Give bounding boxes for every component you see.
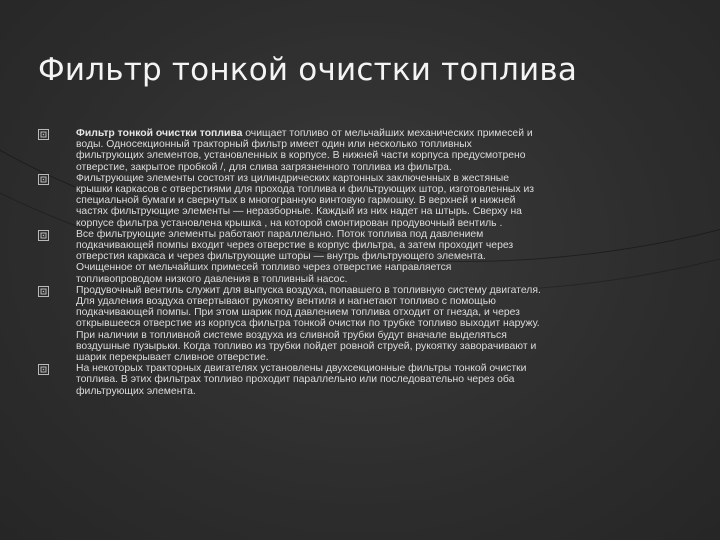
bullet-item <box>38 229 700 285</box>
paragraph-line: При наличии в топливной системе воздуха из сливной трубки будут вначале выделяться <box>76 329 507 341</box>
paragraph-line: специальной бумаги и свернутых в многогранную винтовую гармошку. В верхней и нижней <box>76 195 516 207</box>
square-target-bullet-icon <box>38 286 50 298</box>
paragraph-line: корпусе фильтра установлена крышка , на которой смонтирован продувочный вентиль . <box>76 217 503 229</box>
paragraph-line: Для удаления воздуха отвертывают рукоятку вентиля и нагнетают топливо с помощью <box>76 296 496 308</box>
square-target-bullet-icon <box>38 174 50 186</box>
paragraph-line: топлива. В этих фильтрах топливо проходит параллельно или последовательно через оба <box>76 374 515 386</box>
paragraph-line: подкачивающей помпы. При этом шарик под давлением топлива отходит от гнезда, и через <box>76 307 520 319</box>
square-target-bullet-icon <box>38 364 50 376</box>
bullet-paragraph <box>76 285 700 363</box>
paragraph-line: подкачивающей помпы входит через отверстие в корпус фильтра, а затем проходит через <box>76 240 514 252</box>
bullet-item <box>38 173 700 229</box>
paragraph-line: очищает топливо от мельчайших механических примесей и <box>242 128 533 139</box>
bullet-paragraph <box>76 229 700 285</box>
paragraph-line: воздушные пузырьки. Когда топливо из трубки пойдет ровной струей, рукоятку заворачивают и <box>76 340 537 352</box>
paragraph-lead: Фильтр тонкой очистки топлива <box>76 128 243 139</box>
paragraph-line: открывшееся отверстие из корпуса фильтра тонкой очистки по трубке топливо выходит наружу. <box>76 318 540 330</box>
paragraph-line: фильтрующих элементов, установленных в корпусе. В нижней части корпуса предусмотрено <box>76 150 526 162</box>
bullet-paragraph <box>76 363 700 397</box>
bullet-paragraph <box>76 173 700 229</box>
paragraph-line: Фильтрующие элементы состоят из цилиндрических картонных заключенных в жестяные <box>76 172 510 184</box>
paragraph-line: отверстия каркаса и через фильтрующие шторы — внутрь фильтрующего элемента. <box>76 251 486 263</box>
paragraph-line: фильтрующих элемента. <box>76 385 196 397</box>
square-target-bullet-icon <box>38 230 50 242</box>
paragraph-line: Очищенное от мельчайших примесей топливо через отверстие направляется <box>76 262 452 274</box>
paragraph-line: воды. Односекционный тракторный фильтр имеет один или несколько топливных <box>76 139 472 151</box>
bullet-item <box>38 363 700 397</box>
paragraph-line: отверстие, закрытое пробкой /, для слива загрязненного топлива из фильтра. <box>76 161 452 173</box>
paragraph-line: крышки каркасов с отверстиями для прохода топлива и фильтрующих штор, изготовленных из <box>76 184 535 196</box>
paragraph-line: Продувочный вентиль служит для выпуска воздуха, попавшего в топливную систему двигателя. <box>76 284 541 296</box>
paragraph-line: топливопроводом низкого давления в топливный насос. <box>76 273 348 285</box>
square-target-bullet-icon <box>38 129 50 141</box>
paragraph-line: шарик перекрывает сливное отверстие. <box>76 352 269 364</box>
paragraph-line: частях фильтрующие элементы — неразборные. Каждый из них надет на штырь. Сверху на <box>76 206 522 218</box>
paragraph-line: На некоторых тракторных двигателях установлены двухсекционные фильтры тонкой очистки <box>76 363 527 375</box>
paragraph-line: Все фильтрующие элементы работают параллельно. Поток топлива под давлением <box>76 228 484 240</box>
bullet-paragraph <box>76 128 700 173</box>
slide-title: Фильтр тонкой очистки топлива <box>38 52 578 88</box>
bullet-item <box>38 285 700 363</box>
slide-body <box>38 128 700 397</box>
bullet-item <box>38 128 700 173</box>
